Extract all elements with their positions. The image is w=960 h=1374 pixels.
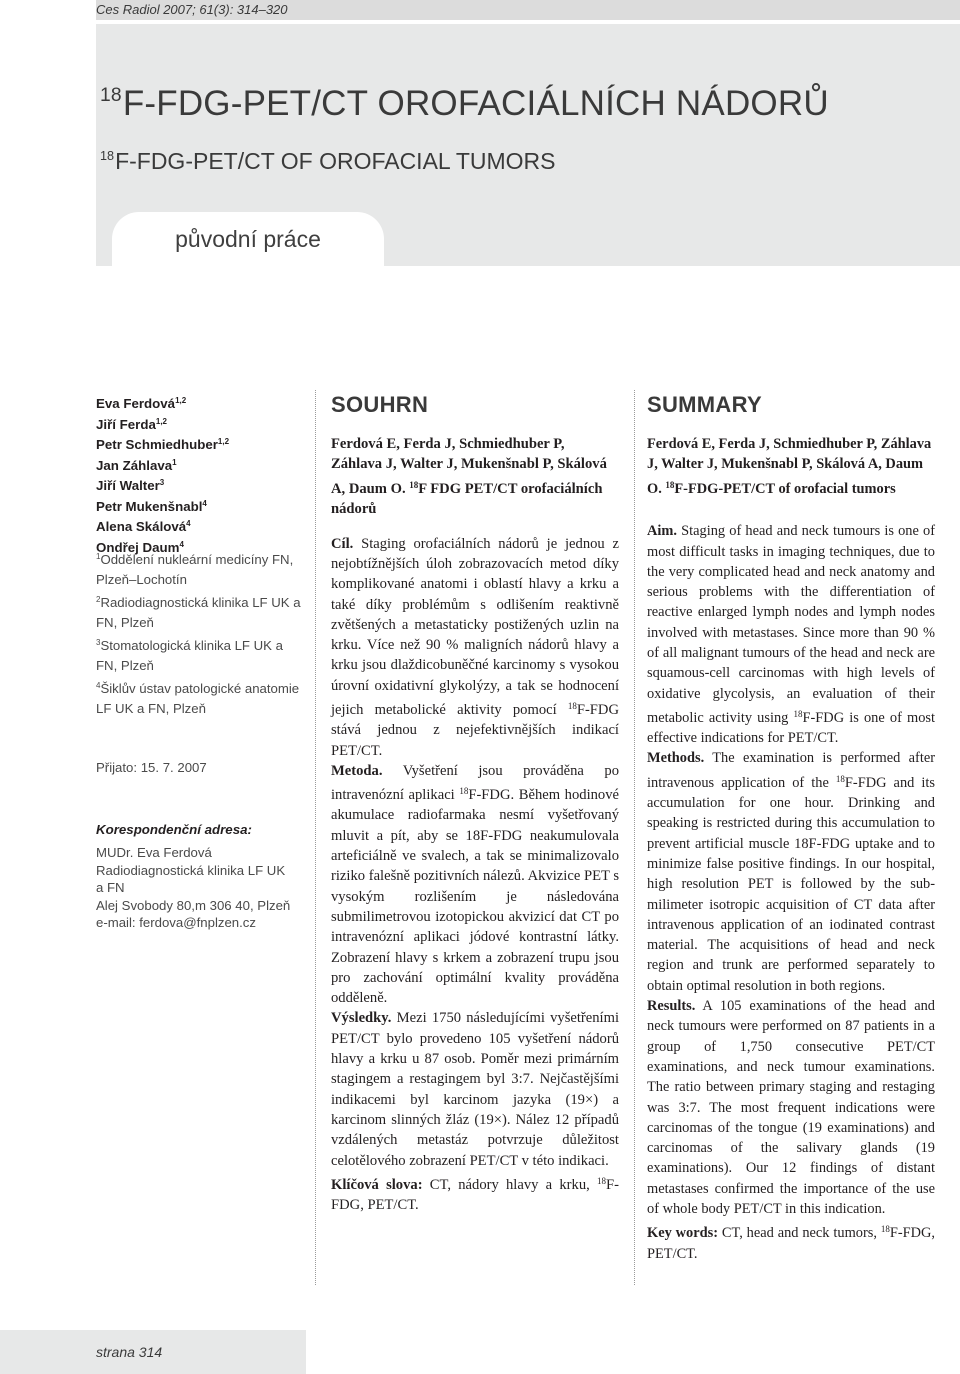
souhrn-paragraph: Výsledky. Mezi 1750 následujícími vyšetřeními PET/CT bylo provedeno 105 vyšetření nádorů hlavy a krku u 87 osob. Poměr mezi primárním stagingem a restagingem byl 3:7. Nejčastějšími indikacemi byl karcinom jazyka (19×) a karcinom slinných žláz (19×). Nález 12 případů vzdálených metastáz potvrzuje důležitost celotělového zobrazení PET/CT v této indikaci. <box>331 1010 619 1169</box>
summary-citation: Ferdová E, Ferda J, Schmiedhuber P, Záhlava J, Walter J, Mukenšnabl P, Skálová A, Daum O. $^{18}$F-FDG-PET/CT of orofacial tumors <box>647 436 932 497</box>
author: Petr Mukenšnabl$^4$ <box>96 498 207 514</box>
author: Ondřej Daum$^4$ <box>96 539 184 555</box>
correspondence-line: MUDr. Eva Ferdová <box>96 845 212 860</box>
affiliation: $^1$Oddělení nukleární medicíny FN, Plzeň–Lochotín <box>96 552 294 587</box>
page-number: strana 314 <box>96 1344 163 1360</box>
affiliation-list <box>96 547 306 719</box>
received-date: Přijato: 15. 7. 2007 <box>96 760 207 775</box>
isotope-sup: 18 <box>100 148 115 163</box>
title-english <box>100 148 556 175</box>
affiliation: $^3$Stomatologická klinika LF UK a FN, Plzeň <box>96 638 283 673</box>
author: Jan Záhlava$^1$ <box>96 457 177 473</box>
title-czech <box>100 84 829 124</box>
souhrn-paragraph: Cíl. Staging orofaciálních nádorů je jednou z nejobtížnějších úloh zobrazovacích metod díky komplikované anatomi i oblastí hlavy a krku a také díky problémům s odlišením reaktivně zvětšených a metastaticky postižených uzlin na krku. Více než 90 % maligních nádorů hlavy a krku jsou dlaždicobuněčné karcinomy s vysokou úrovní oxidativní glykolýzy, a tak se hodnocení jejich metabolické aktivity pomocí $^{18}$F-FDG stává jednou z nejefektivnějších indikací PET/CT. <box>331 535 619 759</box>
souhrn-citation: Ferdová E, Ferda J, Schmiedhuber P, Záhlava J, Walter J, Mukenšnabl P, Skálová A, Daum O. $^{18}$F FDG PET/CT orofaciálních nádorů <box>331 436 607 518</box>
author: Jiří Walter$^3$ <box>96 478 165 493</box>
summary-paragraph: Aim. Staging of head and neck tumours is one of most difficult tasks in imaging techniques, due to the very complicated head and neck anatomy and serious problems with the differentiation of reactive enlarged lymph nodes and lymph nodes involved with metastases. Since more than 90 % of all malignant tumours of the head and neck are squamous-cell carcinomas with high levels of oxidative glycolysis, an evaluation of their metabolic activity using $^{18}$F-FDG is one of most effective indications for PET/CT. <box>647 523 935 747</box>
author: Alena Skálová$^4$ <box>96 519 191 534</box>
author: Petr Schmiedhuber$^{1,2}$ <box>96 437 230 452</box>
author: Eva Ferdová$^{1,2}$ <box>96 396 187 411</box>
summary-heading: SUMMARY <box>647 392 762 417</box>
correspondence-title: Korespondenční adresa: <box>96 822 252 837</box>
section-tag <box>112 212 384 266</box>
souhrn-column <box>331 392 619 1215</box>
souhrn-keywords: Klíčová slova: CT, nádory hlavy a krku, $^{18}$F-FDG, PET/CT. <box>331 1175 619 1214</box>
journal-citation: Ces Radiol 2007; 61(3): 314–320 <box>96 2 288 17</box>
correspondence-address <box>96 844 306 932</box>
column-divider <box>634 390 635 1285</box>
affiliation: $^2$Radiodiagnostická klinika LF UK a FN, Plzeň <box>96 595 301 630</box>
author-list <box>96 392 306 556</box>
author: Jiří Ferda$^{1,2}$ <box>96 416 167 432</box>
correspondence-line: Alej Svobody 80,m 306 40, Plzeň <box>96 897 291 913</box>
souhrn-heading: SOUHRN <box>331 392 429 417</box>
title-english-text: F-FDG-PET/CT OF OROFACIAL TUMORS <box>115 148 556 174</box>
isotope-sup: 18 <box>100 84 122 106</box>
correspondence-line: Radiodiagnostická klinika LF UK <box>96 862 286 878</box>
correspondence-email[interactable]: e-mail: ferdova@fnplzen.cz <box>96 915 256 930</box>
summary-paragraph: Results. A 105 examinations of the head and neck tumours were performed on 87 patients in a group of 1,750 consecutive PET/CT examinations, and neck tumour examinations. The ratio between primary staging and restaging was 3:7. The most frequent indications were carcinomas of the tongue (19 examinations) and carcinomas of the salivary glands (19 examinations). Our 12 findings of distant metastases confirmed the importance of the use of whole body PET/CT in this indication. <box>647 998 935 1218</box>
souhrn-paragraph: Metoda. Vyšetření jsou prováděna po intravenózní aplikaci $^{18}$F-FDG. Během hodinové akumulace radiofarmaka nesmí vyšetřovaný mluvit a pít, aby se 18F-FDG neakumulovala arteficiálně ve svalech, a tak se minimalizovalo riziko falešně pozitivních nálezů. Akvizice PET s vysokým rozlišením je následována submilimetrovou izotopickou akvizicí dat CT po intravenózní aplikaci jódové kontrastní látky. Zobrazení hlavy s krkem a zobrazení trupu jsou pro zachování optimální kvality prováděna odděleně. <box>331 762 619 1007</box>
title-czech-text: F-FDG-PET/CT OROFACIÁLNÍCH NÁDORŮ <box>122 84 829 123</box>
summary-keywords: Key words: CT, head and neck tumors, $^{18}$F-FDG, PET/CT. <box>647 1224 935 1262</box>
section-tag-label: původní práce <box>175 226 321 252</box>
page-footer <box>0 1330 306 1374</box>
correspondence-line: a FN <box>96 880 125 895</box>
summary-paragraph: Methods. The examination is performed after intravenous application of the $^{18}$F-FDG and its accumulation for one hour. Drinking and speaking is restricted during this accumulation to prevent artificial muscle 18F-FDG uptake and to minimize false positive findings. In our hospital, high resolution PET is followed by the sub-milimeter isotropic acquisition of CT data after intravenous application of an iodinated contrast material. The acquisitions of head and neck region and trunk are performed separately to obtain optimal resolution in both regions. <box>647 750 935 994</box>
affiliation: $^4$Šiklův ústav patologické anatomie LF UK a FN, Plzeň <box>96 681 300 716</box>
running-head <box>96 0 960 20</box>
summary-column <box>647 392 935 1264</box>
column-divider <box>315 390 316 1285</box>
